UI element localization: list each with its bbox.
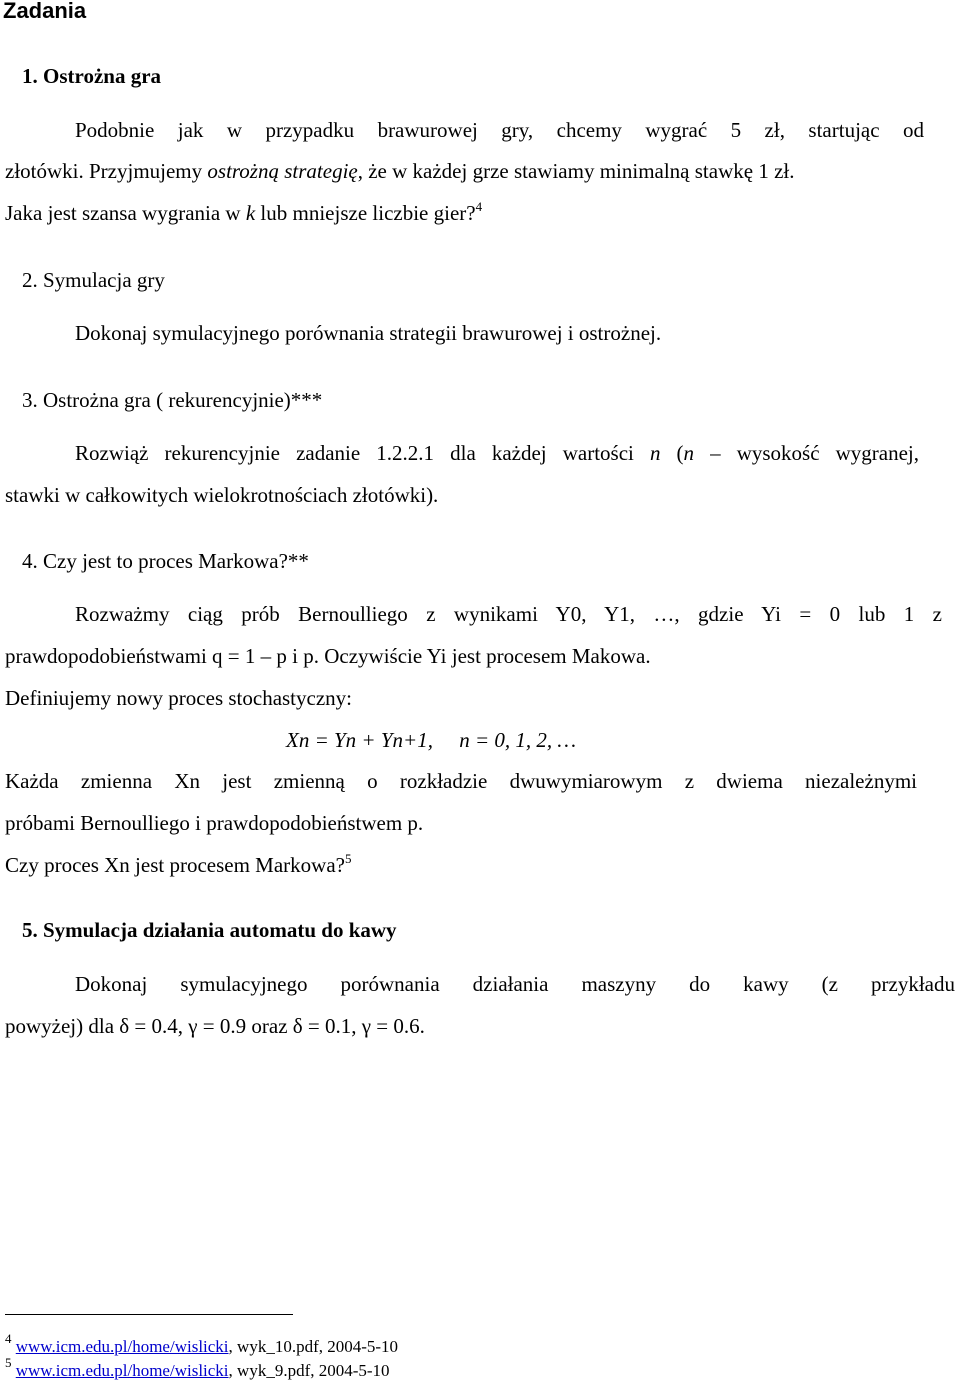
s4-line-4: Każda zmienna Xn jest zmienną o rozkładzie dwuwymiarowym z dwiema niezależnymi <box>5 769 917 793</box>
s4-line-5: próbami Bernoulliego i prawdopodobieństwem p. <box>5 811 424 835</box>
s2-line-1: Dokonaj symulacyjnego porównania strategii brawurowej i ostrożnej. <box>75 321 662 345</box>
footnote-4-link[interactable]: www.icm.edu.pl/home/wislicki <box>15 1337 229 1356</box>
s4-line-3: Definiujemy nowy proces stochastyczny: <box>5 686 352 710</box>
s4-line-2: prawdopodobieństwami q = 1 – p i p. Oczywiście Yi jest procesem Makowa. <box>5 644 651 668</box>
section-1-heading: 1. Ostrożna gra <box>22 64 162 88</box>
section-5-heading: 5. Symulacja działania automatu do kawy <box>22 918 397 942</box>
s1-line-2: złotówki. Przyjmujemy ostrożną strategię, że w każdej grze stawiamy minimalną stawkę 1 zł. <box>5 159 795 183</box>
s5-line-2: powyżej) dla δ = 0.4, γ = 0.9 oraz δ = 0.1, γ = 0.6. <box>5 1014 425 1038</box>
page-title: Zadania <box>3 0 87 23</box>
section-3-heading: 3. Ostrożna gra ( rekurencyjnie)*** <box>22 388 323 412</box>
footnote-4: $^4$ www.icm.edu.pl/home/wislicki, wyk_10.pdf, 2004-5-10 <box>5 1331 399 1356</box>
section-4-heading: 4. Czy jest to proces Markowa?** <box>22 549 309 573</box>
footnote-ref-5: 5 <box>344 851 352 866</box>
footnote-5-link[interactable]: www.icm.edu.pl/home/wislicki <box>15 1361 229 1380</box>
s1-line-3: Jaka jest szansa wygrania w k lub mniejsze liczbie gier?$^4$ <box>5 199 483 225</box>
s4-line-1: Rozważmy ciąg prób Bernoulliego z wynikami Y0, Y1, …, gdzie Yi = 0 lub 1 z <box>75 602 942 626</box>
footnote-ref-4: 4 <box>475 199 483 214</box>
section-2-heading: 2. Symulacja gry <box>22 268 165 292</box>
footnote-separator <box>5 1314 293 1315</box>
s1-line-1: Podobnie jak w przypadku brawurowej gry, chcemy wygrać 5 zł, startując od <box>75 118 924 142</box>
s4-line-6: Czy proces Xn jest procesem Markowa?$^5$ <box>5 851 352 877</box>
formula-xn: Xn = Yn + Yn+1, n = 0, 1, 2, … <box>286 728 577 752</box>
s3-line-2: stawki w całkowitych wielokrotnościach złotówki). <box>5 483 439 507</box>
s5-line-1: Dokonaj symulacyjnego porównania działania maszyny do kawy (z przykładu <box>75 972 955 996</box>
footnote-5: $^5$ www.icm.edu.pl/home/wislicki, wyk_9.pdf, 2004-5-10 <box>5 1355 390 1380</box>
s3-line-1: Rozwiąż rekurencyjnie zadanie 1.2.2.1 dla każdej wartości n (n – wysokość wygranej, <box>75 441 919 465</box>
